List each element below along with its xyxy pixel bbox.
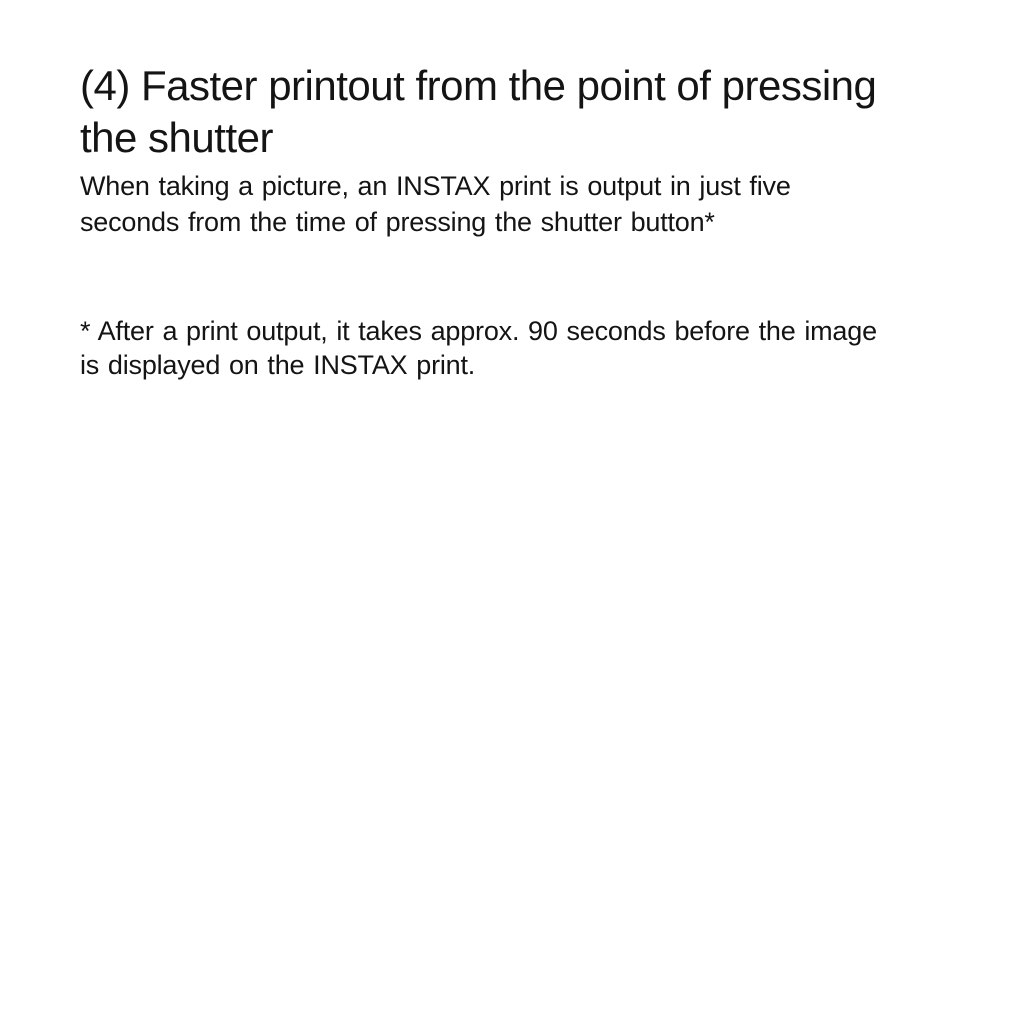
slide-content bbox=[80, 60, 960, 382]
slide-title-line-1: (4) Faster printout from the point of pressing bbox=[80, 62, 877, 109]
body-text bbox=[80, 168, 960, 240]
body-text-line-1: When taking a picture, an INSTAX print is output in just five bbox=[80, 171, 791, 201]
footnote-text bbox=[80, 314, 960, 382]
body-text-line-2: seconds from the time of pressing the shutter button* bbox=[80, 207, 715, 237]
footnote-line-2: is displayed on the INSTAX print. bbox=[80, 350, 476, 380]
slide-title bbox=[80, 60, 960, 164]
footnote-line-1: * After a print output, it takes approx. 90 seconds before the image bbox=[80, 316, 877, 346]
slide-title-line-2: the shutter bbox=[80, 114, 273, 161]
